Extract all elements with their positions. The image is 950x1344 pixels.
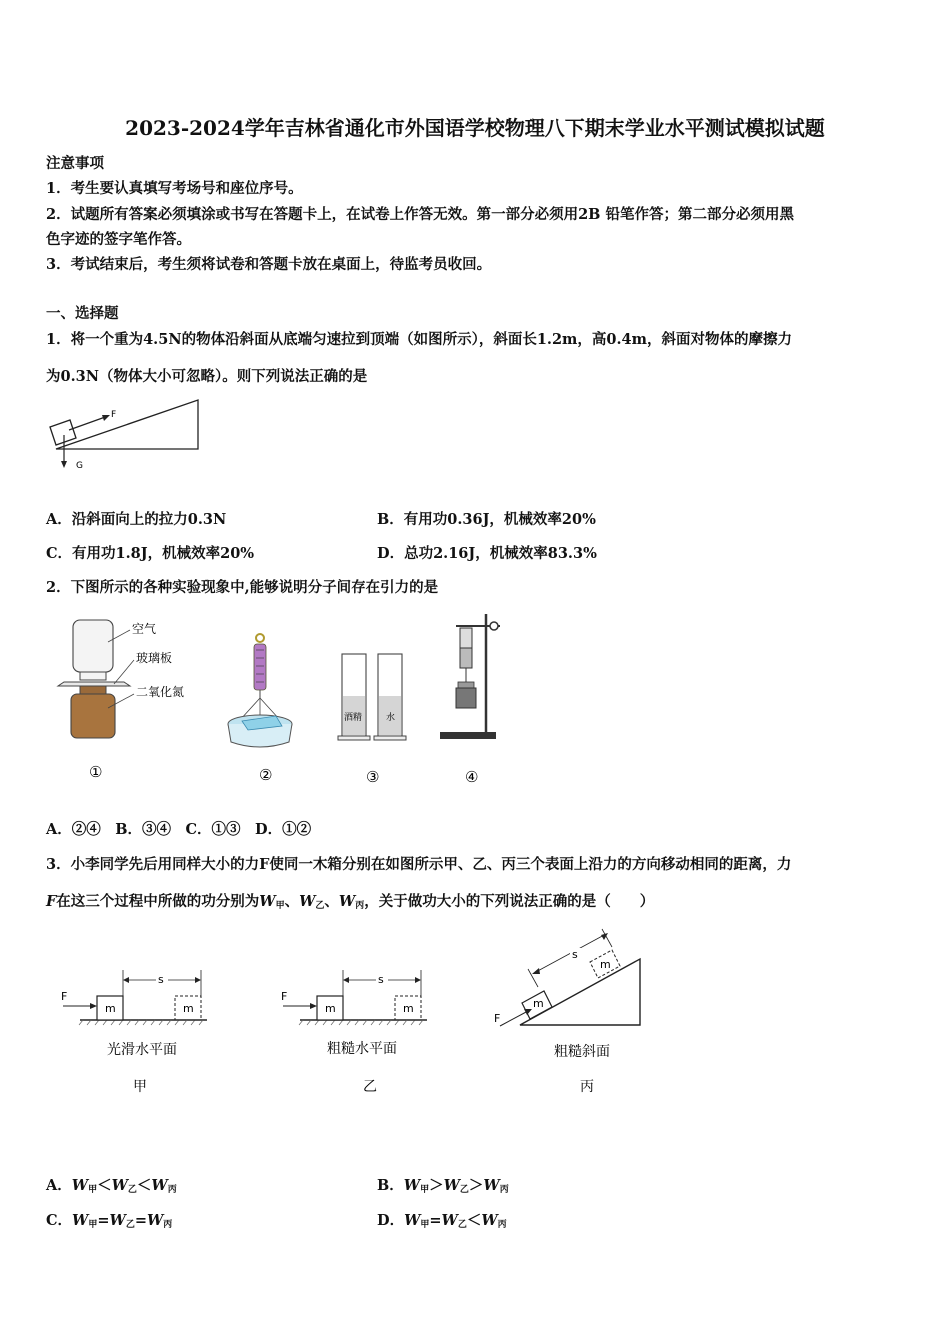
gravity-label: G — [76, 461, 83, 471]
air-bottle — [73, 620, 113, 672]
svg-text:m: m — [600, 958, 611, 971]
force-arrow — [69, 416, 108, 430]
q3-option-c: C．$W_甲=W_乙=W_丙$ — [46, 1212, 173, 1230]
figure-label: 甲 — [133, 1079, 147, 1095]
diffusion-figure — [44, 612, 204, 792]
no2-label: 二氧化氮 — [136, 685, 185, 699]
glass-label: 玻璃板 — [136, 651, 173, 665]
air-bottle-neck — [80, 672, 106, 680]
notice-item: 1．考生要认真填写考场号和座位序号。 — [46, 180, 303, 197]
q1-option-d: D．总功2.16J，机械效率83.3% — [377, 545, 597, 562]
q1-stem-line1: 1．将一个重为4.5N的物体沿斜面从底端匀速拉到顶端（如图所示），斜面长1.2m，高0.4m，斜面对物体的摩擦力 — [46, 331, 792, 348]
air-label: 空气 — [132, 622, 157, 636]
spring-scale — [254, 644, 266, 690]
spring-scale-figure — [222, 628, 302, 793]
force-label: F — [111, 410, 117, 420]
figure-label: 乙 — [363, 1079, 377, 1095]
q1-option-c: C．有用功1.8J，机械效率20% — [46, 545, 255, 562]
q1-stem-line2: 为0.3N（物体大小可忽略）。则下列说法正确的是 — [46, 368, 368, 385]
weight — [456, 688, 476, 708]
stand-base — [440, 732, 496, 739]
force-label: F — [61, 990, 68, 1003]
gravity-arrow-head — [61, 461, 67, 468]
section-heading: 一、选择题 — [46, 305, 119, 322]
q3-option-a: A．$W_甲<W_乙<W_丙$ — [46, 1177, 177, 1195]
svg-text:s: s — [378, 973, 384, 986]
notice-item: 色字迹的签字笔作答。 — [46, 231, 191, 248]
q3-option-d: D．$W_甲=W_乙<W_丙$ — [377, 1212, 507, 1230]
q3-option-b: B．$W_甲>W_乙>W_丙$ — [377, 1177, 509, 1195]
q1-option-a: A．沿斜面向上的拉力0.3N — [46, 511, 227, 528]
no2-bottle-neck — [80, 686, 106, 694]
force-label: F — [281, 990, 288, 1003]
incline-triangle — [56, 400, 198, 449]
svg-text:s: s — [572, 948, 578, 961]
q2-options: A．②④ B．③④ C．①③ D．①② — [46, 821, 312, 838]
lead-blocks-figure — [436, 610, 516, 790]
force-label: F — [494, 1012, 501, 1025]
figure-rough-incline — [488, 925, 653, 1100]
q2-stem: 2．下图所示的各种实验现象中,能够说明分子间存在引力的是 — [46, 579, 439, 596]
figure-number: ③ — [366, 768, 380, 786]
q3-stem-line2: F在这三个过程中所做的功分别为$W_甲$、$W_乙$、$W_丙$，关于做功大小的下列说法正确的是（ ） — [46, 893, 655, 911]
force-arrow-head — [102, 415, 110, 421]
lead-block-bottom — [460, 648, 472, 668]
svg-text:m: m — [403, 1002, 414, 1015]
notice-heading: 注意事项 — [46, 155, 104, 172]
figure-smooth-surface — [55, 962, 220, 1097]
svg-text:m: m — [183, 1002, 194, 1015]
lead-block-top — [460, 628, 472, 648]
incline-figure — [44, 395, 209, 480]
notice-item: 2．试题所有答案必须填涂或书写在答题卡上，在试卷上作答无效。第一部分必须用2B 铅笔作答；第二部分必须用黑 — [46, 206, 794, 223]
figure-label: 丙 — [580, 1079, 594, 1095]
figure-number: ① — [89, 763, 103, 781]
svg-text:s: s — [158, 973, 164, 986]
notice-item: 3．考试结束后，考生须将试卷和答题卡放在桌面上，待监考员收回。 — [46, 256, 492, 273]
surface-caption: 粗糙斜面 — [554, 1044, 610, 1060]
surface-caption: 粗糙水平面 — [327, 1041, 397, 1057]
surface-caption: 光滑水平面 — [107, 1042, 177, 1058]
water-label: 水 — [386, 713, 396, 723]
block — [50, 420, 76, 445]
q3-stem-line1: 3．小李同学先后用同样大小的力F使同一木箱分别在如图所示甲、乙、丙三个表面上沿力的方向移动相同的距离，力 — [46, 856, 792, 873]
cylinders-figure — [336, 650, 416, 790]
q1-option-b: B．有用功0.36J，机械效率20% — [377, 511, 596, 528]
glass-plate — [58, 682, 130, 686]
figure-rough-surface — [275, 962, 440, 1097]
alcohol-label: 酒精 — [344, 713, 363, 723]
svg-text:m: m — [105, 1002, 116, 1015]
page-title: 2023-2024学年吉林省通化市外国语学校物理八下期末学业水平测试模拟试题 — [125, 116, 825, 140]
figure-number: ④ — [465, 768, 479, 786]
svg-text:m: m — [533, 997, 544, 1010]
no2-bottle — [71, 694, 115, 738]
svg-text:m: m — [325, 1002, 336, 1015]
figure-number: ② — [259, 766, 273, 784]
